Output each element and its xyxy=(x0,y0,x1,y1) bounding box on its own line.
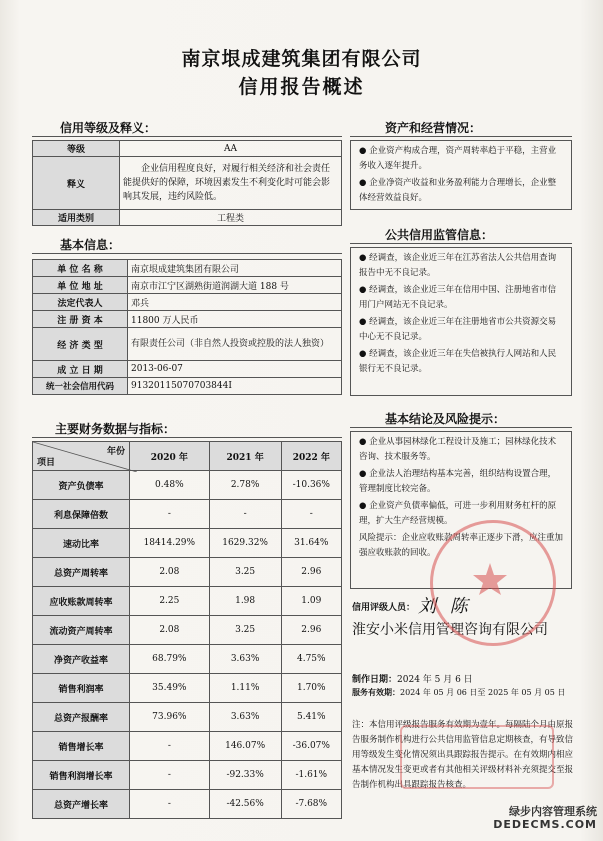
validity-note: 注：本信用评级报告服务有效期为壹年。每隔陆个月由原报告服务制作机构进行公共信用监管信息定期核查，有导致信用等级发生变化情况须出具跟踪报告提示。在有效期内相应基本情况发生变更或者有其他相关评级材料补充须提交至报告制作机构出具跟踪报告核查。 xyxy=(352,720,574,790)
seal-box xyxy=(400,725,554,789)
seal-star xyxy=(433,523,547,637)
table-row: 单 位 地 址 南京市江宁区湖熟街道润湖大道 188 号 xyxy=(33,277,342,294)
list-item: ● 企业净资产收益和业务盈利能力合理增长，企业整体经营效益良好。 xyxy=(359,178,557,203)
rating-heading: 信用等级及释义： xyxy=(60,121,157,135)
list-item: ● 企业资产构成合理，资产周转率趋于平稳，主营业务收入逐年提升。 xyxy=(359,146,557,171)
list-item: ● 企业法人治理结构基本完善，组织结构设置合理，管理制度比较完备。 xyxy=(359,469,557,494)
table-row: 总资产增长率 - -42.56% -7.68% xyxy=(33,790,342,819)
table-row: 经 济 类 型 有限责任公司（非自然人投资或控股的法人独资） xyxy=(33,328,342,361)
list-item: ● 经调查，该企业近三年在江苏省法人公共信用查询报告中无不良记录。 xyxy=(359,253,557,278)
table-row: 销售增长率 - 146.07% -36.07% xyxy=(33,732,342,761)
list-item: ● 经调查，该企业近三年在注册地省市公共资源交易中心无不良记录。 xyxy=(359,317,557,342)
table-row: 应收账款周转率 2.25 1.98 1.09 xyxy=(33,587,342,616)
table-row: 适用类别 工程类 xyxy=(33,210,342,226)
table-row: 总资产周转率 2.08 3.25 2.96 xyxy=(33,558,342,587)
made-date: 制作日期：2024 年 5 月 6 日 xyxy=(352,675,473,685)
risk-note: 风险提示：企业应收账款周转率正逐步下滑，应注重加强应收账款的回收。 xyxy=(359,533,564,558)
table-row: 释义 企业信用程度良好，对履行相关经济和社会责任能提供好的保障，环境因素发生不利变化时可能会影响其发展，违约风险低。 xyxy=(33,157,342,210)
document-title: 信用报告概述 xyxy=(238,76,365,98)
rater-signature: 刘 陈 xyxy=(418,596,472,617)
conclusion-heading: 基本结论及风险提示： xyxy=(385,412,506,426)
table-row: 销售利润率 35.49% 1.11% 1.70% xyxy=(33,674,342,703)
finance-heading: 主要财务数据与指标： xyxy=(55,422,176,436)
basic-info-table xyxy=(32,259,342,395)
valid-period: 服务有效期：2024 年 05 月 06 日至 2025 年 05 月 05 日 xyxy=(352,687,566,697)
table-row: 利息保障倍数 - - - xyxy=(33,500,342,529)
divider xyxy=(350,136,572,137)
table-row: 单 位 名 称 南京垠成建筑集团有限公司 xyxy=(33,260,342,277)
table-row: 净资产收益率 68.79% 3.63% 4.75% xyxy=(33,645,342,674)
watermark: 绿步内容管理系统 DEDECMS.COM xyxy=(493,805,597,831)
table-row: 销售利润增长率 - -92.33% -1.61% xyxy=(33,761,342,790)
table-row: 法定代表人 邓兵 xyxy=(33,294,342,311)
divider xyxy=(32,437,342,438)
table-row: 总资产报酬率 73.96% 3.63% 5.41% xyxy=(33,703,342,732)
table-row: 注 册 资 本 11800 万人民币 xyxy=(33,311,342,328)
company-seal xyxy=(430,520,556,646)
table-row: 速动比率 18414.29% 1629.32% 31.64% xyxy=(33,529,342,558)
rater-label: 信用评级人员： xyxy=(352,603,416,613)
table-header-row: 年份 项目 2020 年 2021 年 2022 年 xyxy=(33,442,342,471)
list-item: ● 经调查，该企业近三年在信用中国、注册地省市信用门户网站无不良记录。 xyxy=(359,285,557,310)
divider xyxy=(350,243,572,244)
org-name: 淮安小米信用管理咨询有限公司 xyxy=(352,622,548,638)
table-row: 等级 AA xyxy=(33,141,342,157)
public-box xyxy=(350,247,572,396)
table-row: 统一社会信用代码 91320115070703844I xyxy=(33,378,342,395)
table-row: 资产负债率 0.48% 2.78% -10.36% xyxy=(33,471,342,500)
basic-info-heading: 基本信息： xyxy=(60,238,121,252)
table-row: 成 立 日 期 2013-06-07 xyxy=(33,361,342,378)
public-heading: 公共信用监管信息： xyxy=(385,228,494,242)
assets-heading: 资产和经营情况： xyxy=(385,121,482,135)
divider xyxy=(350,427,572,428)
list-item: ● 经调查，该企业近三年在失信被执行人网站和人民银行无不良记录。 xyxy=(359,349,557,374)
divider xyxy=(32,136,342,137)
divider xyxy=(32,253,342,254)
assets-box xyxy=(350,140,572,210)
finance-table xyxy=(32,441,342,819)
table-row: 流动资产周转率 2.08 3.25 2.96 xyxy=(33,616,342,645)
company-title: 南京垠成建筑集团有限公司 xyxy=(181,48,422,70)
list-item: ● 企业资产负债率偏低，可进一步利用财务杠杆的原理，扩大生产经营规模。 xyxy=(359,501,557,526)
rating-table xyxy=(32,140,342,226)
list-item: ● 企业从事园林绿化工程设计及施工；园林绿化技术咨询、技术服务等。 xyxy=(359,437,557,462)
